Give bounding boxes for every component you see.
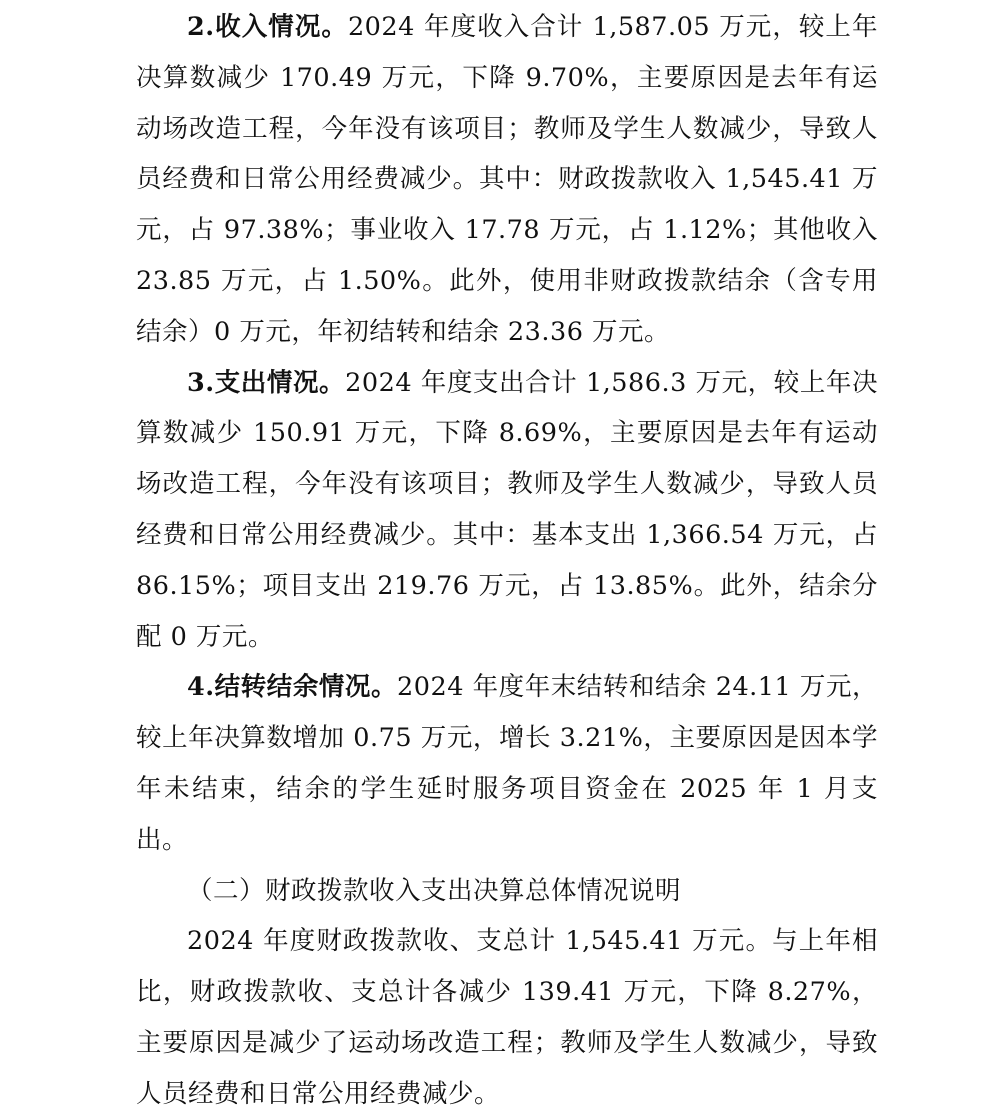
carryover-body: 2024 年度年末结转和结余 24.11 万元，较上年决算数增加 0.75 万元，增长 3.21%，主要原因是因本学年未结束，结余的学生延时服务项目资金在 2025 年 1 月支出。 bbox=[136, 672, 878, 855]
fiscal-paragraph: 2024 年度财政拨款收、支总计 1,545.41 万元。与上年相比，财政拨款收、支总计各减少 139.41 万元，下降 8.27%，主要原因是减少了运动场改造工程；教师及学生人数减少，导致人员经费和日常公用经费减少。 bbox=[136, 926, 878, 1109]
carryover-paragraph bbox=[136, 662, 878, 865]
expenditure-heading: 3.支出情况。 bbox=[187, 367, 346, 398]
carryover-heading: 4.结转结余情况。 bbox=[187, 672, 398, 703]
income-body: 2024 年度收入合计 1,587.05 万元，较上年决算数减少 170.49 万元，下降 9.70%，主要原因是去年有运动场改造工程，今年没有该项目；教师及学生人数减少，导致人员经费和日常公用经费减少。其中：财政拨款收入 1,545.41 万元，占 97.38%；事业收入 17.78 万元，占 1.12%；其他收入 23.85 万元，占 1.50%。此外，使用非财政拨款结余（含专用结余）0 万元，年初结转和结余 23.36 万元。 bbox=[136, 12, 878, 347]
expenditure-paragraph bbox=[136, 358, 878, 663]
income-heading: 2.收入情况。 bbox=[187, 12, 348, 42]
document-page bbox=[136, 0, 878, 1120]
expenditure-body: 2024 年度支出合计 1,586.3 万元，较上年决算数减少 150.91 万元，下降 8.69%，主要原因是去年有运动场改造工程，今年没有该项目；教师及学生人数减少，导致人员经费和日常公用经费减少。其中：基本支出 1,366.54 万元，占 86.15%；项目支出 219.76 万元，占 13.85%。此外，结余分配 0 万元。 bbox=[136, 367, 879, 652]
fiscal-section-title: （二）财政拨款收入支出决算总体情况说明 bbox=[187, 875, 682, 906]
income-paragraph bbox=[136, 2, 878, 358]
